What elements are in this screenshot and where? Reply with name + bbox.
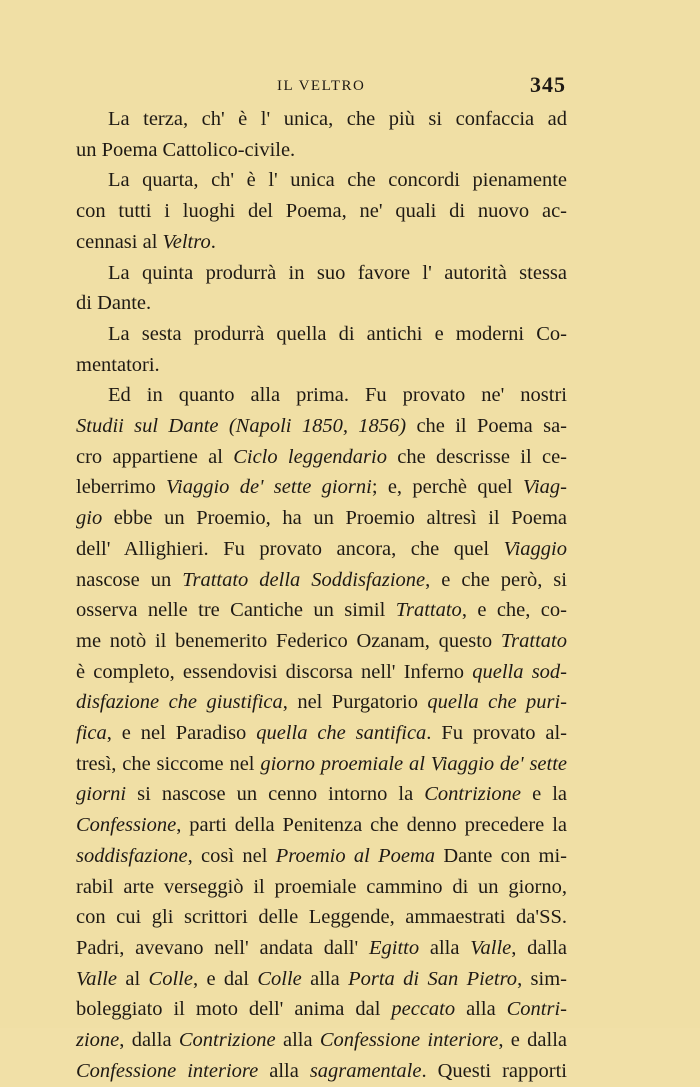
text-line (76, 595, 567, 626)
text-run: . Fu provato al- (426, 722, 567, 745)
text-line (76, 902, 567, 933)
text-run: alla (419, 936, 471, 959)
italic-text: Veltro (162, 230, 211, 253)
text-line (76, 749, 567, 780)
text-line (76, 411, 567, 442)
text-run: , e che però, si (425, 568, 567, 591)
text-run: tresì, che siccome nel (76, 752, 261, 775)
italic-text: Trattato (500, 629, 567, 652)
text-line (76, 227, 567, 258)
text-line (76, 350, 567, 381)
text-line (76, 626, 567, 657)
text-run: Dante con mi- (435, 844, 567, 867)
text-run: è completo, essendovisi discorsa nell' Inferno (76, 660, 473, 683)
text-line (76, 718, 567, 749)
italic-text: peccato (391, 998, 456, 1021)
italic-text: quella che santifica (256, 722, 427, 745)
text-run: , dalla (119, 1029, 179, 1052)
italic-text: quella che puri- (427, 691, 567, 714)
text-line (76, 810, 567, 841)
italic-text: Studii sul Dante (Napoli 1850, 1856) (76, 415, 407, 438)
text-line (76, 165, 567, 196)
text-line (76, 288, 567, 319)
text-line (76, 135, 567, 166)
text-run: Padri, avevano nell' andata dall' (76, 936, 369, 959)
italic-text: giorni (76, 783, 127, 806)
text-line (76, 196, 567, 227)
text-run: , e dal (192, 967, 258, 990)
text-run: , dalla (511, 936, 567, 959)
text-run: al (117, 967, 149, 990)
italic-text: Porta di San Pietro (348, 967, 518, 990)
body-text (76, 104, 567, 1087)
italic-text: sagramentale (309, 1059, 422, 1082)
italic-text: Trattato della Soddisfazione (182, 568, 426, 591)
text-line (76, 565, 567, 596)
italic-text: Confessione interiore (319, 1029, 499, 1052)
text-run: La sesta produrrà quella di antichi e moderni Co- (108, 322, 567, 345)
italic-text: disfazione che giustifica (76, 691, 283, 714)
italic-text: Ciclo leggendario (233, 445, 387, 468)
italic-text: Egitto (368, 936, 420, 959)
text-run: leberrimo (76, 476, 167, 499)
text-run: , sim- (517, 967, 567, 990)
text-line (76, 687, 567, 718)
text-run: che il Poema sa- (406, 415, 567, 438)
text-run: , e nel Paradiso (106, 722, 257, 745)
italic-text: Viaggio (503, 537, 567, 560)
text-run: che descrisse il ce- (386, 445, 567, 468)
text-run: . (210, 230, 216, 253)
text-run: rabil arte verseggiò il proemiale cammino di un giorno, (76, 875, 567, 898)
italic-text: Confessione (76, 814, 177, 837)
italic-text: Valle (470, 936, 512, 959)
italic-text: Contrizione (424, 783, 522, 806)
italic-text: gio (76, 507, 103, 530)
text-run: alla (455, 998, 507, 1021)
text-line (76, 1056, 567, 1087)
text-run: alla (301, 967, 349, 990)
text-run: ebbe un Proemio, ha un Proemio altresì il Poema (102, 507, 567, 530)
text-line (76, 319, 567, 350)
italic-text: Trattato (395, 599, 462, 622)
text-run: ; e, perchè quel (371, 476, 523, 499)
italic-text: fica (76, 722, 107, 745)
text-run: mentatori. (76, 353, 160, 376)
text-line (76, 534, 567, 565)
running-title: IL VELTRO (277, 78, 366, 94)
text-run: con cui gli scrittori delle Leggende, ammaestrati da'SS. (76, 906, 567, 929)
running-head (0, 72, 700, 102)
italic-text: Viag- (522, 476, 567, 499)
italic-text: Colle (257, 967, 302, 990)
italic-text: Contrizione (178, 1029, 276, 1052)
text-line (76, 964, 567, 995)
text-line (76, 104, 567, 135)
text-run: me notò il benemerito Federico Ozanam, questo (76, 629, 501, 652)
text-run: La quarta, ch' è l' unica che concordi pienamente (108, 169, 567, 192)
text-run: osserva nelle tre Cantiche un simil (76, 599, 396, 622)
text-run: . Questi rapporti (421, 1059, 567, 1082)
text-run: , nel Purgatorio (282, 691, 428, 714)
text-line (76, 472, 567, 503)
text-run: , e che, co- (461, 599, 567, 622)
text-run: , e dalla (498, 1029, 568, 1052)
text-run: boleggiato il moto dell' anima dal (76, 998, 392, 1021)
italic-text: Viaggio de' sette giorni (166, 476, 372, 499)
text-run: un Poema Cattolico-civile. (76, 138, 296, 161)
text-run: cro appartiene al (76, 445, 234, 468)
text-line (76, 657, 567, 688)
text-line (76, 933, 567, 964)
page-number: 345 (530, 72, 566, 97)
text-run: cennasi al (76, 230, 163, 253)
italic-text: soddisfazione (76, 844, 188, 867)
text-line (76, 1025, 567, 1056)
text-run: alla (258, 1059, 310, 1082)
text-run: La quinta produrrà in suo favore l' autorità stessa (108, 261, 567, 284)
text-run: nascose un (76, 568, 183, 591)
text-run: , così nel (187, 844, 276, 867)
italic-text: Valle (76, 967, 117, 990)
text-line (76, 994, 567, 1025)
text-run: di Dante. (76, 292, 152, 315)
italic-text: quella sod- (472, 660, 568, 683)
text-run: La terza, ch' è l' unica, che più si confaccia ad (108, 108, 567, 130)
text-run: alla (275, 1029, 320, 1052)
text-line (76, 872, 567, 903)
italic-text: Confessione interiore (76, 1059, 259, 1082)
italic-text: zione (76, 1029, 120, 1052)
italic-text: giorno proemiale al Viaggio de' sette (260, 752, 568, 775)
text-run: dell' Allighieri. Fu provato ancora, che quel (76, 537, 504, 560)
text-run: Ed in quanto alla prima. Fu provato ne' nostri (108, 384, 567, 407)
italic-text: Contri- (506, 998, 567, 1021)
text-line (76, 841, 567, 872)
text-run: , parti della Penitenza che denno precedere la (176, 814, 567, 837)
text-line (76, 258, 567, 289)
text-line (76, 779, 567, 810)
text-run: si nascose un cenno intorno la (126, 783, 425, 806)
text-line (76, 503, 567, 534)
text-line (76, 442, 567, 473)
italic-text: Proemio al Poema (275, 844, 436, 867)
text-line (76, 380, 567, 411)
text-run: e la (521, 783, 567, 806)
text-run: con tutti i luoghi del Poema, ne' quali di nuovo ac- (76, 200, 567, 223)
italic-text: Colle (148, 967, 193, 990)
